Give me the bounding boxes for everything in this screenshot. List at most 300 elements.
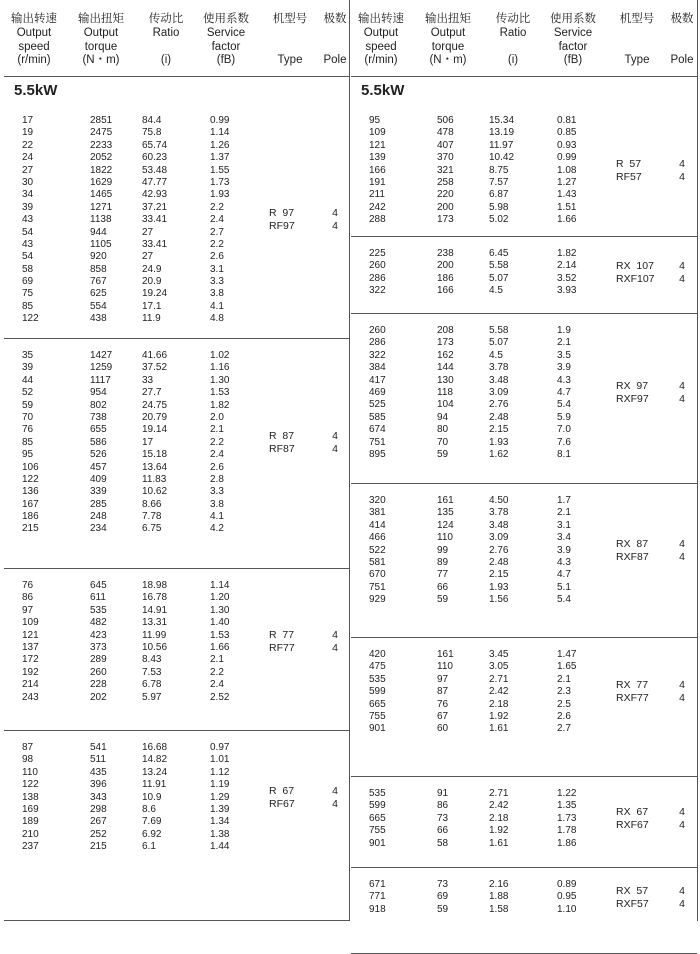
- ratio-cell: 4.5: [489, 285, 503, 297]
- table-row: [351, 285, 697, 297]
- output-speed-cell: 121: [369, 139, 386, 151]
- ratio-cell: 2.42: [489, 686, 509, 698]
- header-cell: [260, 0, 320, 68]
- service-factor-cell: 4.3: [557, 556, 571, 568]
- ratio-cell: 5.58: [489, 325, 509, 336]
- output-speed-cell: 35: [22, 350, 34, 361]
- service-factor-cell: 2.2: [210, 201, 224, 213]
- table-row: [4, 462, 349, 474]
- output-speed-cell: 243: [22, 691, 39, 703]
- service-factor-cell: 2.14: [557, 260, 577, 272]
- service-factor-cell: 2.8: [210, 473, 224, 485]
- output-speed-cell: 98: [22, 754, 34, 766]
- output-speed-cell: 469: [369, 386, 386, 398]
- output-torque-cell: 409: [90, 473, 107, 485]
- table-row: [4, 829, 349, 841]
- output-torque-cell: 738: [90, 411, 107, 423]
- ratio-cell: 6.87: [489, 189, 509, 201]
- output-torque-cell: 110: [437, 661, 453, 673]
- output-speed-cell: 34: [22, 189, 34, 201]
- output-torque-cell: 2851: [90, 115, 113, 126]
- output-speed-cell: 122: [22, 779, 39, 791]
- table-row: [351, 582, 697, 594]
- ratio-cell: 3.78: [489, 507, 509, 519]
- output-speed-cell: 918: [369, 903, 386, 915]
- table-row: [351, 437, 697, 449]
- service-factor-cell: 2.1: [210, 654, 224, 666]
- header-label-zh: 传动比: [495, 13, 531, 25]
- service-factor-cell: 1.29: [210, 791, 230, 803]
- output-speed-cell: 755: [369, 710, 386, 722]
- output-speed-cell: 751: [369, 581, 386, 593]
- table-row: [4, 580, 349, 592]
- header-label-zh: 机型号: [619, 13, 655, 25]
- table-row: [4, 779, 349, 791]
- service-factor-cell: 4.2: [210, 523, 224, 535]
- service-factor-cell: 3.9: [557, 362, 571, 374]
- output-speed-cell: 44: [22, 374, 34, 386]
- output-torque-cell: 215: [90, 841, 107, 853]
- pole-count-label: 4 4: [679, 259, 685, 285]
- table-row: [4, 115, 349, 127]
- output-speed-cell: 110: [22, 766, 38, 778]
- header-label-en: Type: [624, 54, 650, 66]
- output-speed-cell: 95: [22, 449, 34, 461]
- table-row: [351, 127, 697, 139]
- output-speed-cell: 535: [369, 673, 386, 685]
- pole-count-label: 4 4: [332, 207, 338, 233]
- service-factor-cell: 5.4: [557, 594, 571, 606]
- output-torque-cell: 173: [437, 214, 454, 226]
- power-rating: 5.5kW: [361, 82, 405, 99]
- ratio-cell: 27: [142, 251, 154, 263]
- table-row: [351, 248, 697, 260]
- model-type-label: R 87 RF87: [269, 430, 295, 455]
- table-row: [4, 449, 349, 461]
- table-row: [4, 424, 349, 436]
- output-torque-cell: 2475: [90, 127, 113, 139]
- service-factor-cell: 1.86: [557, 837, 577, 849]
- table-row: [4, 301, 349, 313]
- ratio-cell: 24.75: [142, 399, 168, 411]
- pole-count-label: 4 4: [679, 380, 685, 406]
- service-factor-cell: 1.65: [557, 661, 577, 673]
- gear-model-group: [4, 339, 349, 569]
- table-row: [4, 251, 349, 263]
- output-torque-cell: 373: [90, 641, 107, 653]
- output-speed-cell: 76: [22, 580, 34, 591]
- service-factor-cell: 5.4: [557, 399, 571, 411]
- output-speed-cell: 69: [22, 276, 34, 288]
- output-torque-cell: 920: [90, 251, 107, 263]
- output-speed-cell: 122: [22, 473, 39, 485]
- model-type-label: RX 57 RXF57: [616, 884, 649, 910]
- output-torque-cell: 66: [437, 825, 449, 837]
- service-factor-cell: 1.43: [557, 189, 577, 201]
- ratio-cell: 1.56: [489, 594, 509, 606]
- service-factor-cell: 2.1: [557, 337, 571, 349]
- gear-model-group: [351, 484, 697, 638]
- service-factor-cell: 2.6: [557, 710, 571, 722]
- output-speed-cell: 19: [22, 127, 34, 139]
- gear-model-group: [351, 638, 697, 777]
- service-factor-cell: 2.2: [210, 666, 224, 678]
- output-speed-cell: 599: [369, 800, 386, 812]
- service-factor-cell: 1.39: [210, 803, 230, 815]
- service-factor-cell: 4.1: [210, 300, 224, 312]
- output-speed-cell: 39: [22, 201, 34, 213]
- output-speed-cell: 54: [22, 251, 34, 263]
- output-torque-cell: 162: [437, 349, 454, 361]
- table-row: [4, 523, 349, 535]
- output-torque-cell: 2052: [90, 152, 113, 164]
- output-torque-cell: 173: [437, 337, 454, 349]
- ratio-cell: 6.92: [142, 828, 162, 840]
- service-factor-cell: 1.02: [210, 350, 230, 361]
- gear-model-group: [4, 569, 349, 731]
- model-type-label: R 77 RF77: [269, 629, 295, 654]
- pole-count-label: 4 4: [679, 157, 685, 183]
- output-speed-cell: 97: [22, 604, 34, 616]
- ratio-cell: 75.8: [142, 127, 162, 139]
- table-row: [351, 449, 697, 461]
- output-speed-cell: 225: [369, 248, 386, 259]
- output-torque-cell: 321: [437, 164, 454, 176]
- service-factor-cell: 3.93: [557, 285, 577, 297]
- ratio-cell: 41.66: [142, 350, 168, 361]
- output-speed-cell: 585: [369, 411, 386, 423]
- table-row: [351, 140, 697, 152]
- ratio-cell: 15.34: [489, 115, 515, 126]
- left-table-column: [4, 0, 350, 921]
- output-torque-cell: 73: [437, 812, 449, 824]
- output-torque-cell: 438: [90, 313, 107, 325]
- gear-model-group: [351, 77, 697, 237]
- service-factor-cell: 1.14: [210, 580, 230, 591]
- table-row: [351, 115, 697, 127]
- table-row: [4, 362, 349, 374]
- ratio-cell: 8.43: [142, 654, 162, 666]
- ratio-cell: 5.97: [142, 691, 162, 703]
- ratio-cell: 60.23: [142, 152, 168, 164]
- table-row: [351, 649, 697, 661]
- output-torque-cell: 186: [437, 272, 454, 284]
- output-torque-cell: 80: [437, 424, 449, 436]
- ratio-cell: 19.24: [142, 288, 168, 300]
- output-torque-cell: 954: [90, 387, 107, 399]
- output-speed-cell: 75: [22, 288, 34, 300]
- output-torque-cell: 67: [437, 710, 449, 722]
- header-cell: [68, 0, 134, 68]
- ratio-cell: 7.69: [142, 816, 162, 828]
- ratio-cell: 1.93: [489, 436, 509, 448]
- service-factor-cell: 1.20: [210, 592, 230, 604]
- ratio-cell: 6.1: [142, 841, 156, 853]
- output-speed-cell: 901: [369, 837, 386, 849]
- table-row: [4, 474, 349, 486]
- service-factor-cell: 2.3: [557, 686, 571, 698]
- output-torque-cell: 645: [90, 580, 107, 591]
- output-speed-cell: 665: [369, 698, 386, 710]
- header-label-en: Service factor (fB): [553, 27, 593, 66]
- ratio-cell: 1.61: [489, 837, 509, 849]
- output-torque-cell: 58: [437, 837, 449, 849]
- service-factor-cell: 1.55: [210, 164, 230, 176]
- header-label-en: Output torque (N・m): [82, 27, 120, 66]
- header-label-zh: 使用系数: [550, 13, 596, 25]
- service-factor-cell: 1.44: [210, 841, 230, 853]
- header-cell: [665, 0, 699, 68]
- header-label-zh: 使用系数: [203, 13, 249, 25]
- output-torque-cell: 1138: [90, 214, 112, 226]
- output-torque-cell: 220: [437, 189, 454, 201]
- ratio-cell: 11.83: [142, 473, 167, 485]
- output-torque-cell: 611: [90, 592, 106, 604]
- table-row: [351, 520, 697, 532]
- ratio-cell: 33.41: [142, 214, 168, 226]
- service-factor-cell: 1.30: [210, 374, 230, 386]
- output-torque-cell: 554: [90, 300, 107, 312]
- ratio-cell: 24.9: [142, 263, 162, 275]
- output-torque-cell: 228: [90, 679, 107, 691]
- service-factor-cell: 3.1: [210, 263, 224, 275]
- model-type-label: R 97 RF97: [269, 207, 295, 233]
- table-row: [351, 189, 697, 201]
- service-factor-cell: 1.40: [210, 617, 230, 629]
- output-speed-cell: 109: [369, 127, 386, 139]
- output-speed-cell: 210: [22, 828, 39, 840]
- output-speed-cell: 581: [369, 556, 386, 568]
- output-torque-cell: 457: [90, 461, 107, 473]
- output-torque-cell: 104: [437, 399, 454, 411]
- table-row: [4, 189, 349, 201]
- service-factor-cell: 1.93: [210, 189, 230, 201]
- service-factor-cell: 1.47: [557, 649, 577, 660]
- output-torque-cell: 478: [437, 127, 454, 139]
- table-row: [4, 592, 349, 604]
- output-speed-cell: 192: [22, 666, 39, 678]
- output-torque-cell: 59: [437, 448, 449, 460]
- output-speed-cell: 139: [369, 152, 386, 164]
- output-torque-cell: 91: [437, 788, 449, 799]
- service-factor-cell: 1.53: [210, 387, 230, 399]
- ratio-cell: 7.78: [142, 511, 162, 523]
- ratio-cell: 2.15: [489, 569, 509, 581]
- output-speed-cell: 286: [369, 337, 386, 349]
- service-factor-cell: 3.3: [210, 486, 224, 498]
- table-row: [4, 140, 349, 152]
- output-torque-cell: 482: [90, 617, 107, 629]
- table-row: [4, 288, 349, 300]
- service-factor-cell: 7.0: [557, 424, 571, 436]
- header-cell: [351, 0, 411, 68]
- service-factor-cell: 0.81: [557, 115, 577, 126]
- model-type-label: RX 87 RXF87: [616, 537, 649, 563]
- ratio-cell: 2.48: [489, 411, 509, 423]
- service-factor-cell: 2.4: [210, 679, 224, 691]
- table-row: [4, 754, 349, 766]
- service-factor-cell: 2.4: [210, 449, 224, 461]
- model-type-label: RX 97 RXF97: [616, 380, 649, 406]
- table-row: [4, 617, 349, 629]
- output-torque-cell: 541: [90, 742, 107, 753]
- gear-model-group: [4, 77, 349, 339]
- output-torque-cell: 200: [437, 260, 454, 272]
- service-factor-cell: 4.8: [210, 313, 224, 325]
- ratio-cell: 3.48: [489, 374, 509, 386]
- ratio-cell: 10.62: [142, 486, 168, 498]
- output-speed-cell: 215: [22, 523, 39, 535]
- output-torque-cell: 586: [90, 436, 107, 448]
- output-speed-cell: 751: [369, 436, 386, 448]
- table-row: [351, 214, 697, 226]
- output-speed-cell: 85: [22, 300, 34, 312]
- ratio-cell: 11.97: [489, 139, 514, 151]
- table-row: [4, 792, 349, 804]
- output-speed-cell: 320: [369, 495, 386, 506]
- ratio-cell: 3.48: [489, 519, 509, 531]
- pole-count-label: 4 4: [679, 806, 685, 831]
- ratio-cell: 65.74: [142, 139, 168, 151]
- output-speed-cell: 322: [369, 285, 386, 297]
- output-torque-cell: 248: [90, 511, 107, 523]
- service-factor-cell: 8.1: [557, 448, 571, 460]
- output-speed-cell: 414: [369, 519, 386, 531]
- output-speed-cell: 122: [22, 313, 39, 325]
- service-factor-cell: 5.1: [557, 581, 571, 593]
- output-speed-cell: 136: [22, 486, 39, 498]
- output-torque-cell: 423: [90, 629, 107, 641]
- service-factor-cell: 1.34: [210, 816, 230, 828]
- output-torque-cell: 166: [437, 285, 454, 297]
- table-row: [4, 642, 349, 654]
- service-factor-cell: 1.51: [557, 201, 577, 213]
- header-label-en: Pole: [670, 54, 694, 66]
- table-row: [4, 276, 349, 288]
- output-torque-cell: 238: [437, 248, 454, 259]
- service-factor-cell: 1.35: [557, 800, 577, 812]
- service-factor-cell: 1.73: [557, 812, 577, 824]
- ratio-cell: 2.71: [489, 673, 509, 685]
- header-cell: [485, 0, 541, 68]
- output-torque-cell: 135: [437, 507, 454, 519]
- service-factor-cell: 3.5: [557, 349, 571, 361]
- output-torque-cell: 59: [437, 594, 449, 606]
- output-torque-cell: 94: [437, 411, 449, 423]
- service-factor-cell: 0.99: [210, 115, 230, 126]
- table-row: [4, 264, 349, 276]
- output-torque-cell: 1822: [90, 164, 113, 176]
- service-factor-cell: 1.78: [557, 825, 577, 837]
- table-row: [351, 788, 697, 800]
- header-label-en: Output speed (r/min): [363, 27, 399, 66]
- ratio-cell: 6.78: [142, 679, 162, 691]
- table-row: [351, 337, 697, 349]
- service-factor-cell: 1.73: [210, 176, 230, 188]
- header-label-en: Pole: [323, 54, 347, 66]
- output-torque-cell: 208: [437, 325, 454, 336]
- table-header: [351, 0, 697, 77]
- ratio-cell: 18.98: [142, 580, 168, 591]
- header-label-zh: 传动比: [148, 13, 184, 25]
- output-speed-cell: 121: [22, 629, 39, 641]
- service-factor-cell: 1.38: [210, 828, 230, 840]
- output-torque-cell: 260: [90, 666, 107, 678]
- ratio-cell: 8.6: [142, 803, 156, 815]
- output-torque-cell: 625: [90, 288, 107, 300]
- output-torque-cell: 60: [437, 723, 449, 735]
- table-row: [351, 362, 697, 374]
- output-speed-cell: 525: [369, 399, 386, 411]
- output-speed-cell: 895: [369, 448, 386, 460]
- ratio-cell: 20.79: [142, 411, 168, 423]
- output-torque-cell: 655: [90, 424, 107, 436]
- power-rating: 5.5kW: [14, 82, 58, 99]
- output-torque-cell: 1427: [90, 350, 113, 361]
- ratio-cell: 11.91: [142, 779, 167, 791]
- ratio-cell: 2.15: [489, 424, 509, 436]
- header-label-en: Type: [277, 54, 303, 66]
- table-row: [4, 742, 349, 754]
- model-type-label: R 57 RF57: [616, 157, 642, 183]
- ratio-cell: 3.45: [489, 649, 509, 660]
- service-factor-cell: 2.7: [557, 723, 571, 735]
- header-cell: [607, 0, 667, 68]
- service-factor-cell: 0.97: [210, 742, 230, 753]
- service-factor-cell: 3.3: [210, 276, 224, 288]
- output-torque-cell: 511: [90, 754, 106, 766]
- table-row: [4, 177, 349, 189]
- output-torque-cell: 435: [90, 766, 107, 778]
- ratio-cell: 2.76: [489, 399, 509, 411]
- service-factor-cell: 2.1: [557, 673, 571, 685]
- service-factor-cell: 1.10: [557, 903, 577, 915]
- output-speed-cell: 86: [22, 592, 34, 604]
- output-speed-cell: 535: [369, 788, 386, 799]
- service-factor-cell: 2.6: [210, 251, 224, 263]
- output-torque-cell: 339: [90, 486, 107, 498]
- output-torque-cell: 802: [90, 399, 107, 411]
- table-row: [4, 152, 349, 164]
- output-speed-cell: 771: [369, 891, 386, 903]
- service-factor-cell: 1.66: [557, 214, 577, 226]
- ratio-cell: 37.52: [142, 362, 168, 374]
- service-factor-cell: 1.82: [557, 248, 577, 259]
- table-row: [4, 692, 349, 704]
- output-torque-cell: 258: [437, 176, 454, 188]
- ratio-cell: 3.05: [489, 661, 509, 673]
- output-torque-cell: 267: [90, 816, 107, 828]
- output-torque-cell: 858: [90, 263, 107, 275]
- service-factor-cell: 1.14: [210, 127, 230, 139]
- table-row: [4, 214, 349, 226]
- table-row: [4, 767, 349, 779]
- output-speed-cell: 599: [369, 686, 386, 698]
- output-torque-cell: 99: [437, 544, 449, 556]
- output-torque-cell: 73: [437, 879, 449, 890]
- ratio-cell: 6.75: [142, 523, 162, 535]
- output-speed-cell: 137: [22, 641, 39, 653]
- output-torque-cell: 252: [90, 828, 107, 840]
- output-torque-cell: 69: [437, 891, 449, 903]
- output-speed-cell: 242: [369, 201, 386, 213]
- output-torque-cell: 77: [437, 569, 449, 581]
- ratio-cell: 1.92: [489, 825, 509, 837]
- table-row: [351, 412, 697, 424]
- table-row: [351, 165, 697, 177]
- service-factor-cell: 4.3: [557, 374, 571, 386]
- output-torque-cell: 526: [90, 449, 107, 461]
